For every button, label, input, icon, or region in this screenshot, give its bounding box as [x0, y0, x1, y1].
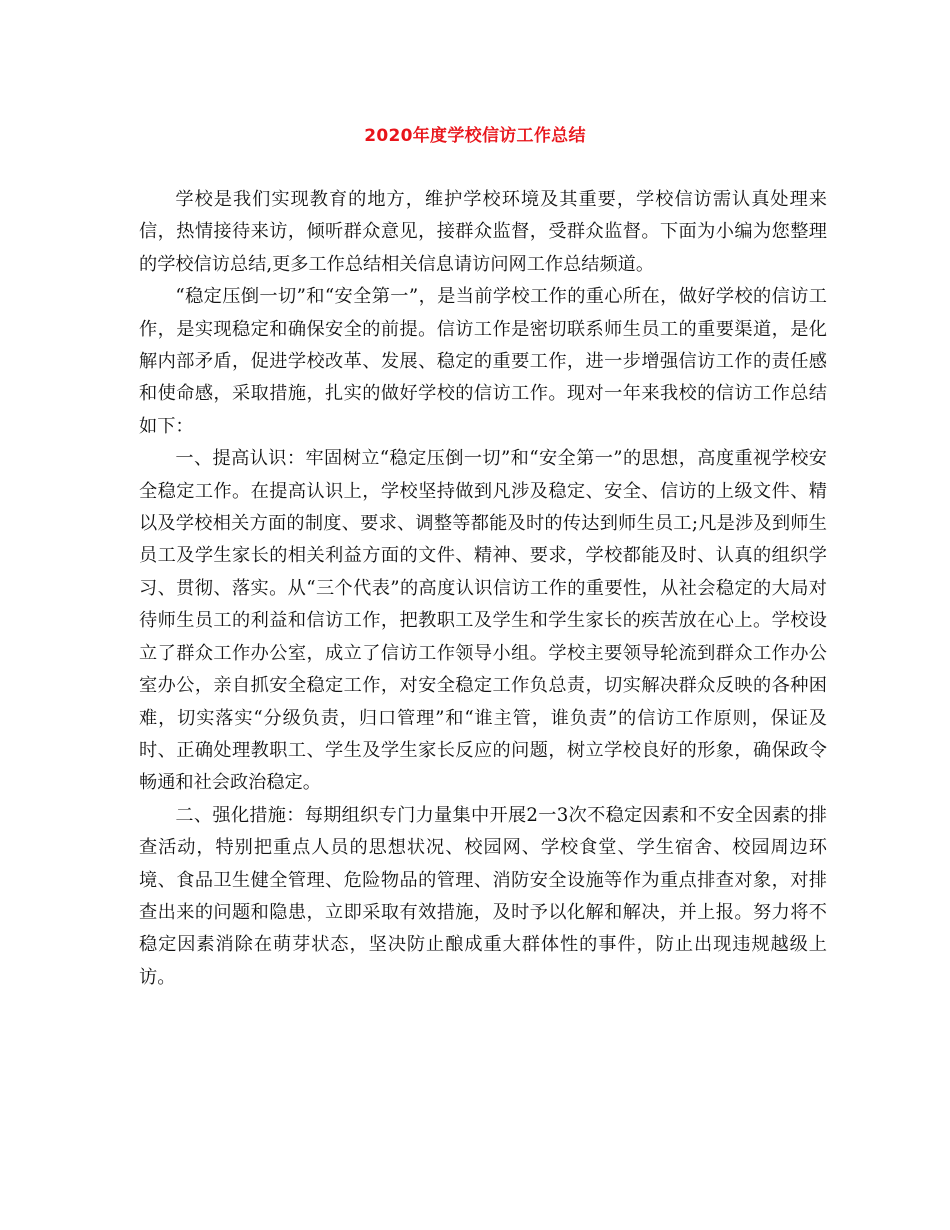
paragraph-section-2: 二、强化措施：每期组织专门力量集中开展2一3次不稳定因素和不安全因素的排查活动，特别把重点人员的思想状况、校园网、学校食堂、学生宿舍、校园周边环境、食品卫生健全管理、危险物品的管理、消防安全设施等作为重点排查对象，对排查出来的问题和隐患，立即采取有效措施，及时予以化解和解决，并上报。努力将不稳定因素消除在萌芽状态，坚决防止酿成重大群体性的事件，防止出现违规越级上访。: [139, 804, 827, 988]
document-title: 2020年度学校信访工作总结: [364, 126, 586, 146]
paragraph-overview: “稳定压倒一切”和“安全第一”，是当前学校工作的重心所在，做好学校的信访工作，是实现稳定和确保安全的前提。信访工作是密切联系师生员工的重要渠道，是化解内部矛盾，促进学校改革、发展、稳定的重要工作，进一步增强信访工作的责任感和使命感，采取措施，扎实的做好学校的信访工作。现对一年来我校的信访工作总结如下：: [139, 286, 827, 437]
paragraph-intro: 学校是我们实现教育的地方，维护学校环境及其重要，学校信访需认真处理来信，热情接待来访，倾听群众意见，接群众监督，受群众监督。下面为小编为您整理的学校信访总结,更多工作总结相关信息请访问网工作总结频道。: [139, 189, 827, 275]
paragraph-section-1: 一、提高认识：牢固树立“稳定压倒一切”和“安全第一”的思想，高度重视学校安全稳定工作。在提高认识上，学校坚持做到凡涉及稳定、安全、信访的上级文件、精以及学校相关方面的制度、要求、调整等都能及时的传达到师生员工;凡是涉及到师生员工及学生家长的相关利益方面的文件、精神、要求，学校都能及时、认真的组织学习、贯彻、落实。从“三个代表”的高度认识信访工作的重要性，从社会稳定的大局对待师生员工的利益和信访工作，把教职工及学生和学生家长的疾苦放在心上。学校设立了群众工作办公室，成立了信访工作领导小组。学校主要领导轮流到群众工作办公室办公，亲自抓安全稳定工作，对安全稳定工作负总责，切实解决群众反映的各种困难，切实落实“分级负责，归口管理”和“谁主管，谁负责”的信访工作原则，保证及时、正确处理教职工、学生及学生家长反应的问题，树立学校良好的形象，确保政令畅通和社会政治稳定。: [139, 448, 827, 794]
document-body: [139, 184, 827, 994]
